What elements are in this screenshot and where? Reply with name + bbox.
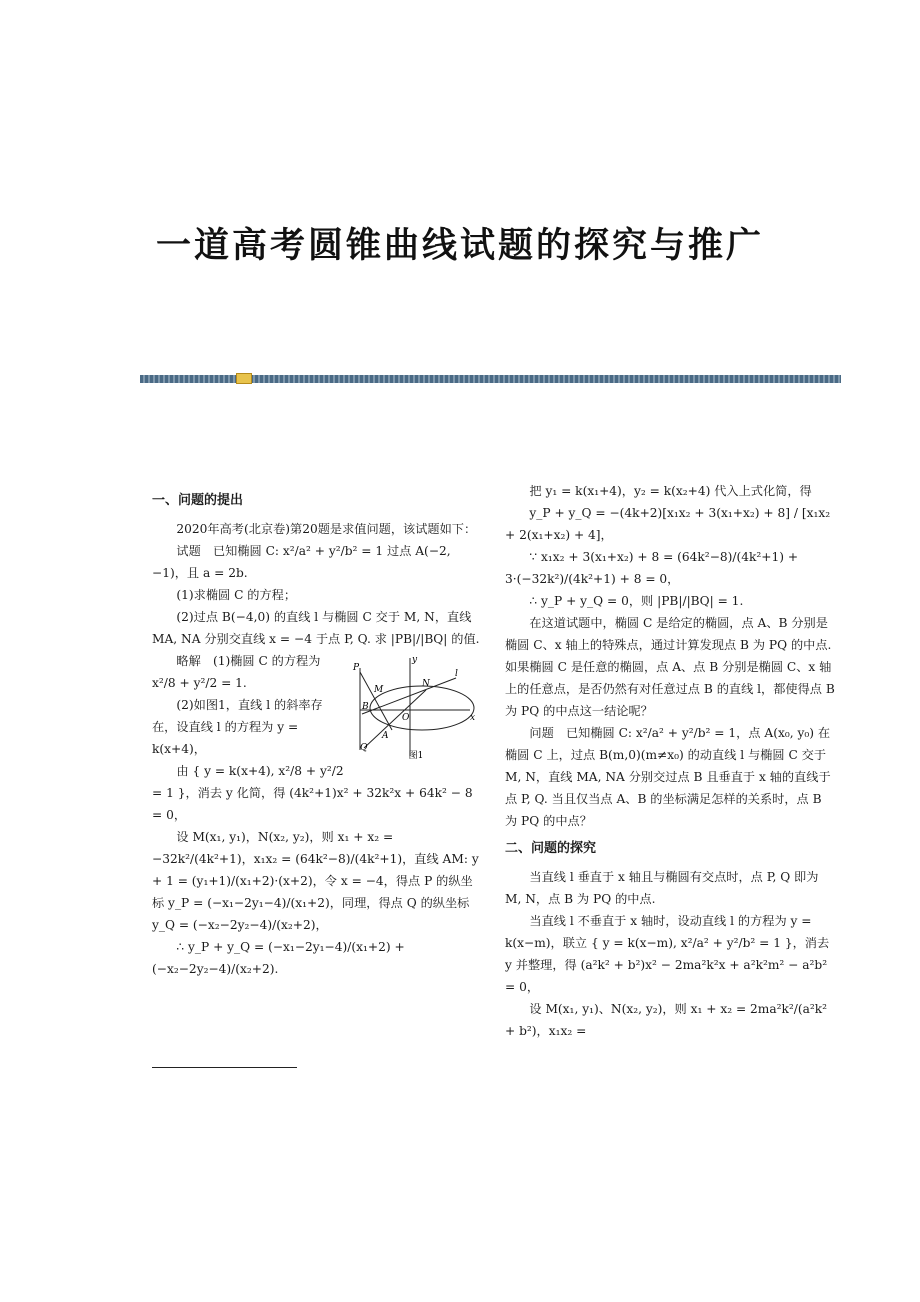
paragraph: 略解 (1)椭圆 C 的方程为 x²/8 + y²/2 = 1. bbox=[152, 654, 321, 690]
paragraph: (2)如图1，直线 l 的斜率存在，设直线 l 的方程为 y = k(x+4)， bbox=[152, 698, 323, 756]
paragraph: ∴ y_P + y_Q = (−x₁−2y₁−4)/(x₁+2) + (−x₂−2y₂−4)/(x₂+2). bbox=[152, 940, 405, 976]
section-heading: 二、问题的探究 bbox=[505, 841, 597, 856]
fig-label: N bbox=[422, 679, 430, 689]
fig-label: l bbox=[455, 669, 458, 679]
paragraph: 由 { y = k(x+4), x²/8 + y²/2 = 1 }，消去 y 化简，得 (4k²+1)x² + 32k²x + 64k² − 8 = 0， bbox=[152, 764, 473, 822]
fig-label: y bbox=[412, 655, 418, 665]
paragraph: 当直线 l 不垂直于 x 轴时，设动直线 l 的方程为 y = k(x−m)，联立 { y = k(x−m), x²/a² + y²/b² = 1 }，消去 y 并整理，得 (a²k² + b²)x² − 2ma²k²x + a²k²m² − a²b² = 0， bbox=[505, 914, 830, 994]
fig-label: M bbox=[374, 685, 384, 695]
figure-1-ellipse-diagram bbox=[352, 652, 480, 760]
divider-badge-icon bbox=[236, 373, 252, 384]
paragraph: 在这道试题中，椭圆 C 是给定的椭圆，点 A、B 分别是椭圆 C、x 轴上的特殊点，通过计算发现点 B 为 PQ 的中点. 如果椭圆 C 是任意的椭圆，点 A、点 B 分别是椭圆 C、x 轴上的任意点，是否仍然有对任意过点 B 的直线 l，都使得点 B 为 PQ 的中点这一结论呢？ bbox=[505, 616, 835, 718]
paragraph: (1)求椭圆 C 的方程； bbox=[176, 588, 297, 602]
line-ma bbox=[360, 672, 392, 730]
paragraph: 设 M(x₁, y₁)，N(x₂, y₂)，则 x₁ + x₂ = −32k²/(4k²+1)，x₁x₂ = (64k²−8)/(4k²+1)，直线 AM: y + 1 = (y₁+1)/(x₁+2)·(x+2)，令 x = −4，得点 P 的纵坐标 y_P = (−x₁−2y₁−4)/(x₁+2)，同理，得点 Q 的纵坐标 y_Q = (−x₂−2y₂−4)/(x₂+2)， bbox=[152, 830, 479, 932]
equation: ∴ y_P + y_Q = 0，则 |PB|/|BQ| = 1. bbox=[529, 594, 744, 608]
fig-label: P bbox=[353, 663, 360, 673]
paragraph: (2)过点 B(−4,0) 的直线 l 与椭圆 C 交于 M, N，直线 MA, NA 分别交直线 x = −4 于点 P, Q. 求 |PB|/|BQ| 的值. bbox=[152, 610, 480, 646]
ellipse bbox=[370, 686, 474, 730]
problem-statement: 试题 已知椭圆 C: x²/a² + y²/b² = 1 过点 A(−2, −1)，且 a = 2b. bbox=[152, 544, 451, 580]
fig-label: O bbox=[402, 713, 410, 723]
paragraph: 把 y₁ = k(x₁+4)，y₂ = k(x₂+4) 代入上式化简，得 bbox=[529, 484, 812, 498]
equation: ∵ x₁x₂ + 3(x₁+x₂) + 8 = (64k²−8)/(4k²+1) + 3·(−32k²)/(4k²+1) + 8 = 0， bbox=[505, 550, 799, 586]
page-title: 一道高考圆锥曲线试题的探究与推广 bbox=[155, 226, 764, 266]
paragraph: 设 M(x₁, y₁)、N(x₂, y₂)，则 x₁ + x₂ = 2ma²k²/(a²k² + b²)，x₁x₂ = bbox=[505, 1002, 828, 1038]
paragraph: 2020年高考(北京卷)第20题是求值问题，该试题如下： bbox=[176, 522, 477, 536]
paragraph: 当直线 l 垂直于 x 轴且与椭圆有交点时，点 P, Q 即为 M, N，点 B 为 PQ 的中点. bbox=[505, 870, 819, 906]
fig-label: x bbox=[470, 713, 476, 723]
right-column bbox=[505, 480, 835, 1042]
figure-caption: 图1 bbox=[408, 751, 424, 760]
left-column bbox=[152, 490, 480, 980]
equation: y_P + y_Q = −(4k+2)[x₁x₂ + 3(x₁+x₂) + 8] / [x₁x₂ + 2(x₁+x₂) + 4]， bbox=[505, 506, 831, 542]
title-divider bbox=[140, 375, 841, 383]
problem-statement: 问题 已知椭圆 C: x²/a² + y²/b² = 1，点 A(x₀, y₀) 在椭圆 C 上，过点 B(m,0)(m≠x₀) 的动直线 l 与椭圆 C 交于 M, N，直线 MA, NA 分别交过点 B 且垂直于 x 轴的直线于点 P, Q. 当且仅当点 A、B 的坐标满足怎样的关系时，点 B 为 PQ 的中点？ bbox=[505, 726, 831, 828]
section-heading: 一、问题的提出 bbox=[152, 493, 244, 508]
line-na bbox=[364, 690, 426, 748]
line-l bbox=[362, 678, 456, 714]
footnote-rule bbox=[152, 1067, 297, 1068]
fig-label: B bbox=[362, 702, 369, 712]
fig-label: A bbox=[382, 731, 389, 741]
fig-label: Q bbox=[360, 743, 368, 753]
